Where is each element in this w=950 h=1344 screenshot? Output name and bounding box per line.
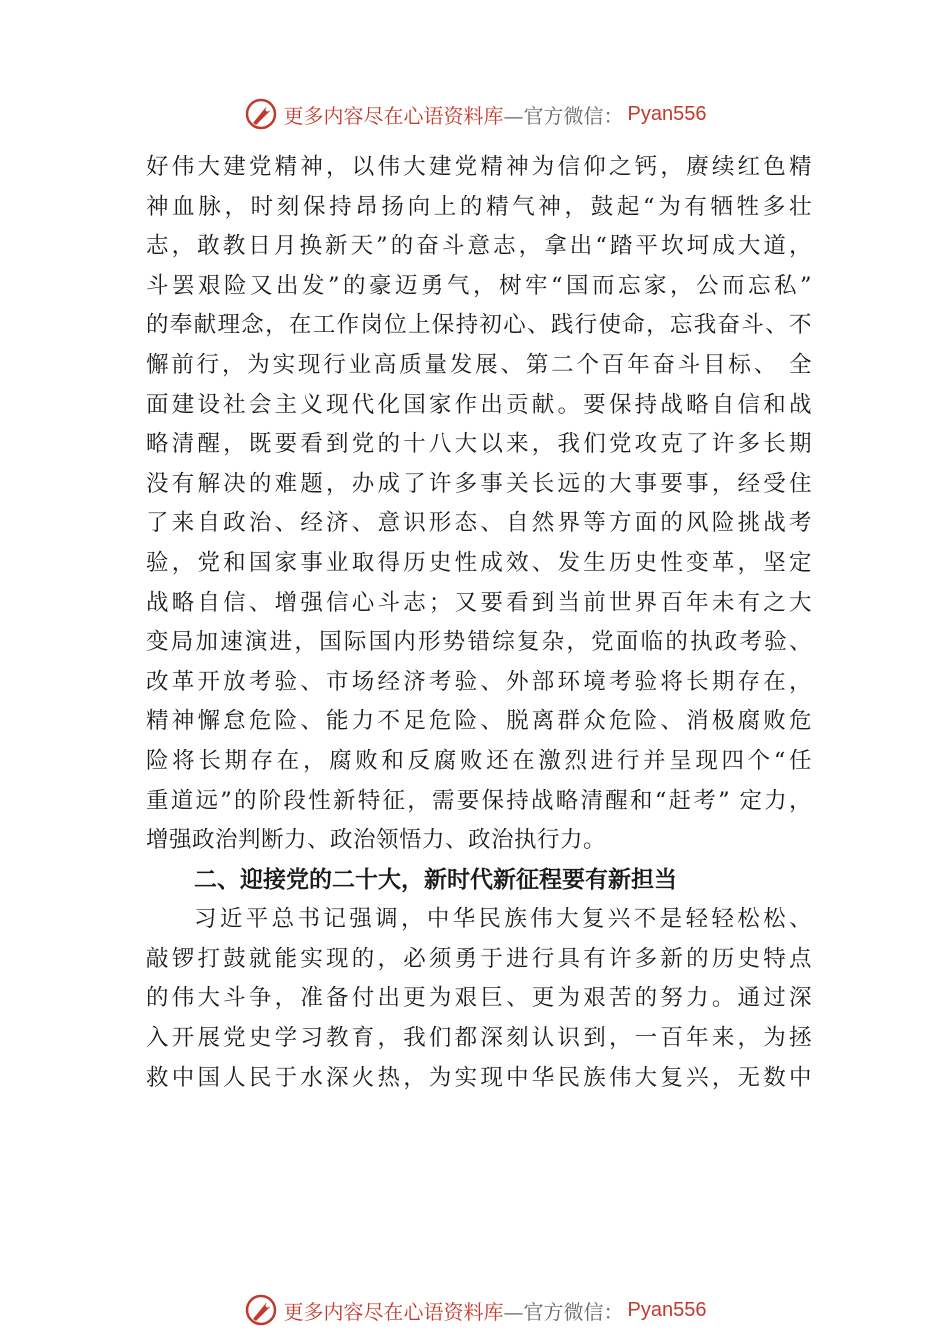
text-line: 入开展党史学习教育，我们都深刻认识到，一百年来，为拯: [146, 1025, 812, 1052]
document-body: [146, 148, 812, 1098]
text-line: 改革开放考验、市场经济考验、外部环境考验将长期存在，: [146, 668, 812, 695]
text-line: 没有解决的难题，办成了许多事关长远的大事要事，经受住: [146, 470, 812, 497]
text-line: 神血脉，时刻保持昂扬向上的精气神，鼓起“为有牺牲多壮: [146, 193, 812, 220]
text-line: 精神懈怠危险、能力不足危险、脱离群众危险、消极腐败危: [146, 708, 812, 735]
banner-middle: —官方微信：: [503, 103, 624, 128]
banner-wechat-id: Pyan556: [627, 102, 707, 125]
text-line: 的伟大斗争，准备付出更为艰巨、更为艰苦的努力。通过深: [146, 985, 812, 1012]
text-line: 了来自政治、经济、意识形态、自然界等方面的风险挑战考: [146, 510, 812, 537]
text-line: 志，敢教日月换新天”的奋斗意志，拿出“踏平坎坷成大道，: [146, 233, 812, 260]
section-heading: 二、迎接党的二十大，新时代新征程要有新担当: [194, 866, 677, 893]
text-line: 好伟大建党精神，以伟大建党精神为信仰之钙，赓续红色精: [146, 154, 812, 180]
text-line: 敲锣打鼓就能实现的，必须勇于进行具有许多新的历史特点: [146, 945, 812, 972]
banner-middle: —官方微信：: [503, 1299, 624, 1324]
text-line: 重道远”的阶段性新特征，需要保持战略清醒和“赶考” 定力，: [146, 787, 812, 814]
pen-nib-logo-icon: [244, 1293, 278, 1327]
banner-brand: 更多内容尽在心语资料库: [283, 1299, 504, 1324]
text-line: 救中国人民于水深火热，为实现中华民族伟大复兴，无数中: [146, 1064, 812, 1091]
text-line: 习近平总书记强调，中华民族伟大复兴不是轻轻松松、: [194, 906, 812, 933]
text-line: 懈前行，为实现行业高质量发展、第二个百年奋斗目标、 全: [146, 351, 812, 378]
text-line: 险将长期存在，腐败和反腐败还在激烈进行并呈现四个“任: [146, 747, 812, 774]
header-banner: [0, 94, 950, 134]
text-line: 略清醒，既要看到党的十八大以来，我们党攻克了许多长期: [146, 431, 812, 458]
footer-banner: [0, 1290, 950, 1330]
text-line: 战略自信、增强信心斗志；又要看到当前世界百年未有之大: [146, 589, 812, 616]
banner-wechat-id: Pyan556: [627, 1298, 707, 1321]
text-line: 的奉献理念，在工作岗位上保持初心、践行使命，忘我奋斗、不: [146, 312, 812, 339]
pen-nib-logo-icon: [244, 97, 278, 131]
banner-brand: 更多内容尽在心语资料库: [283, 103, 504, 128]
text-line: 验，党和国家事业取得历史性成效、发生历史性变革，坚定: [146, 549, 812, 576]
text-line: 斗罢艰险又出发”的豪迈勇气，树牢“国而忘家，公而忘私”: [146, 272, 812, 299]
text-line: 增强政治判断力、政治领悟力、政治执行力。: [146, 827, 607, 854]
text-line: 变局加速演进，国际国内形势错综复杂，党面临的执政考验、: [146, 629, 812, 656]
text-line: 面建设社会主义现代化国家作出贡献。要保持战略自信和战: [146, 391, 812, 418]
